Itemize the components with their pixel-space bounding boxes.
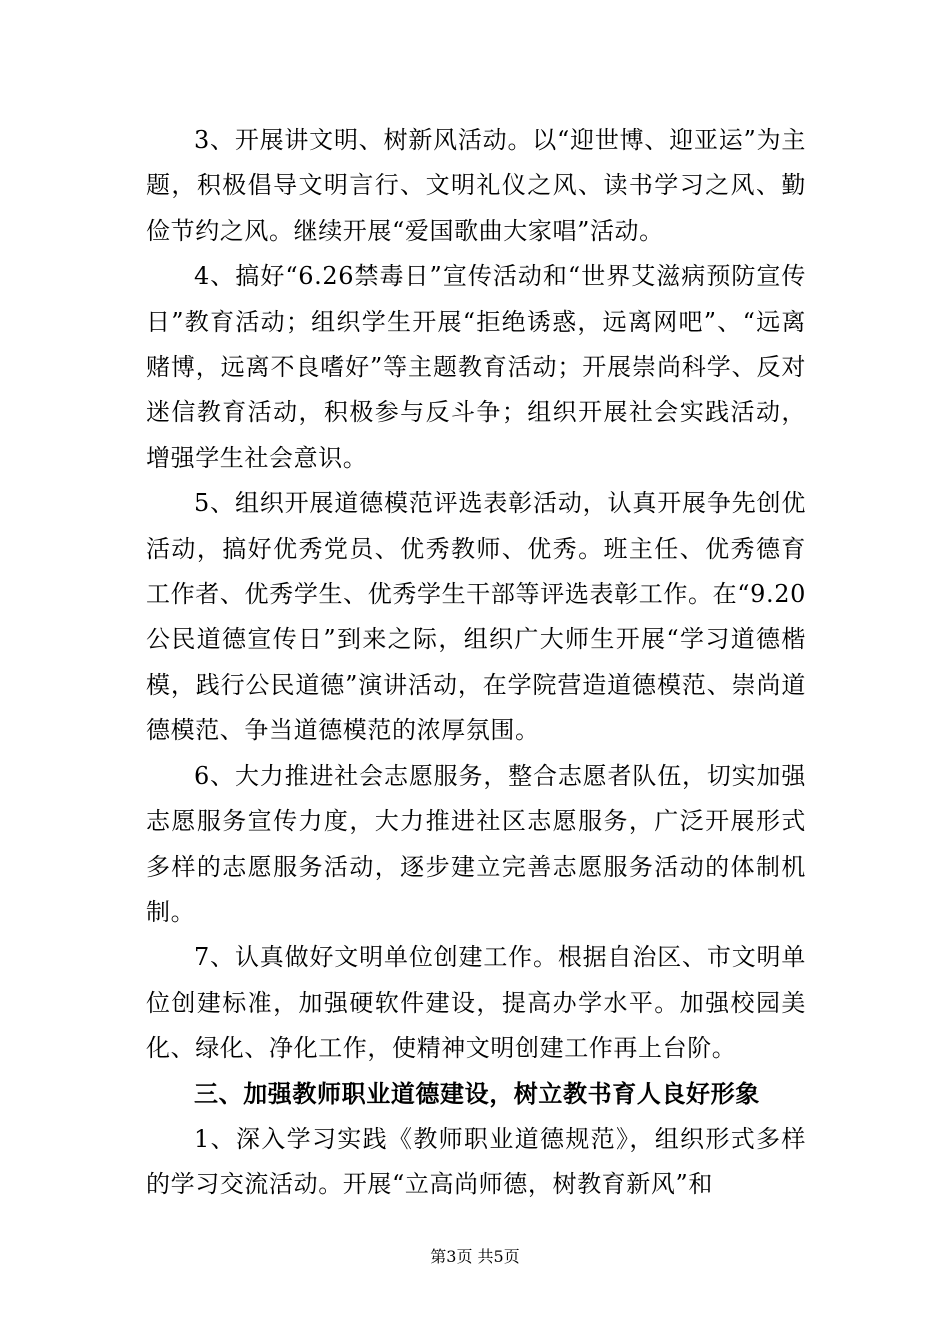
paragraph-5: 5、组织开展道德模范评选表彰活动，认真开展争先创优活动，搞好优秀党员、优秀教师、优秀。班主任、优秀德育工作者、优秀学生、优秀学生干部等评选表彰工作。在“9.20公民道德宣传日”到来之际，组织广大师生开展“学习道德楷模，践行公民道德”演讲活动，在学院营造道德模范、崇尚道德模范、争当道德模范的浓厚氛围。 (146, 489, 806, 745)
paragraph-3: 3、开展讲文明、树新风活动。以“迎世博、迎亚运”为主题，积极倡导文明言行、文明礼仪之风、读书学习之风、勤俭节约之风。继续开展“爱国歌曲大家唱”活动。 (146, 126, 806, 245)
paragraph-7: 7、认真做好文明单位创建工作。根据自治区、市文明单位创建标准，加强硬软件建设，提高办学水平。加强校园美化、绿化、净化工作，使精神文明创建工作再上台阶。 (146, 943, 806, 1063)
paragraph-section3-1: 1、深入学习实践《教师职业道德规范》，组织形式多样的学习交流活动。开展“立高尚师德，树教育新风”和 (146, 1124, 806, 1199)
document-body (146, 118, 806, 1208)
paragraph-6: 6、大力推进社会志愿服务，整合志愿者队伍，切实加强志愿服务宣传力度，大力推进社区志愿服务，广泛开展形式多样的志愿服务活动，逐步建立完善志愿服务活动的体制机制。 (146, 761, 806, 926)
page-footer: 第3页 共5页 (430, 1247, 520, 1266)
paragraph-4: 4、搞好“6.26禁毒日”宣传活动和“世界艾滋病预防宣传日”教育活动；组织学生开展“拒绝诱惑，远离网吧”、“远离赌博，远离不良嗜好”等主题教育活动；开展崇尚科学、反对迷信教育活动，积极参与反斗争；组织开展社会实践活动，增强学生社会意识。 (146, 262, 806, 472)
section-heading: 三、加强教师职业道德建设，树立教书育人良好形象 (194, 1079, 760, 1108)
